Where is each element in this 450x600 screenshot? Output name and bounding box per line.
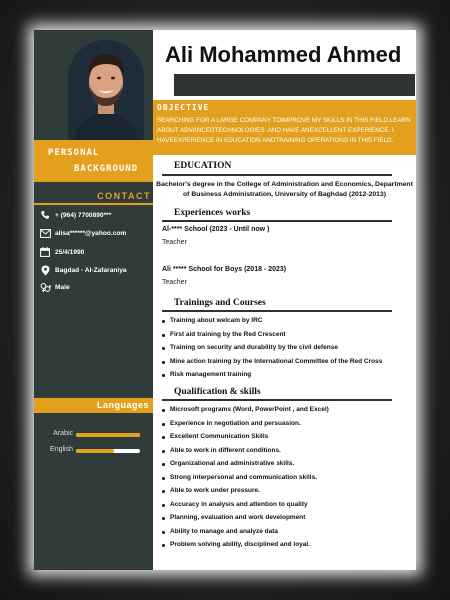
gender-icon: [39, 281, 51, 293]
list-item: Experience in negotiation and persuasion.: [160, 419, 329, 433]
skills-list: [160, 405, 329, 554]
contact-phone: [39, 208, 111, 222]
profile-photo: [68, 40, 144, 140]
languages-banner: [34, 398, 153, 413]
background-label: BACKGROUND: [74, 164, 139, 174]
language-level-track: [76, 433, 140, 437]
experience-divider: [162, 220, 392, 222]
list-item: Organizational and administrative skills.: [160, 459, 329, 473]
languages-title: Languages: [96, 400, 149, 410]
birthdate-text: 25/4/1990: [55, 248, 85, 256]
contact-gender: [39, 280, 70, 294]
phone-text: + (964) 7700890***: [55, 211, 112, 219]
list-item: Risk management training: [160, 370, 382, 384]
language-level-fill: [76, 449, 114, 453]
contact-address: [39, 263, 127, 277]
list-item: Strong interpersonal and communication skills.: [160, 473, 329, 487]
language-level-fill: [76, 433, 140, 437]
header-accent-bar: [174, 74, 415, 96]
list-item: First aid training by the Red Crescent: [160, 330, 382, 344]
language-english: [34, 446, 153, 456]
list-item: Planning, evaluation and work development: [160, 513, 329, 527]
objective-text: SEARCHING FOR A LARGE COMPANY TOIMPROVE MY SKILLS IN THIS FIELD.LEARN ABOUT ADVANCEDTECHNOLOGIES. AND HAVE ANEXCELLENT EXPERIENCE. I HAVEEXPERIENCE IN EDUCATION ANDTRAINING OPERATIONS IN THIS FIELD.: [157, 117, 411, 144]
education-title: EDUCATION: [174, 161, 232, 171]
language-name: Arabic: [53, 430, 73, 437]
language-level-track: [76, 449, 140, 453]
education-divider: [162, 174, 392, 176]
language-name: English: [50, 446, 73, 453]
sidebar: [34, 30, 153, 570]
trainings-divider: [162, 310, 392, 312]
objective-title: OBJECTIVE: [157, 103, 210, 112]
phone-icon: [39, 209, 51, 221]
calendar-icon: [39, 246, 51, 258]
list-item: Able to work under pressure.: [160, 486, 329, 500]
objective-section: [153, 100, 416, 155]
trainings-title: Trainings and Courses: [174, 298, 266, 308]
contact-divider: [34, 203, 153, 205]
experience-role: Teacher: [162, 239, 187, 246]
list-item: Excellent Communication Skills: [160, 432, 329, 446]
trainings-list: [160, 316, 382, 384]
contact-birthdate: [39, 245, 84, 259]
address-text: Bagdad - Al-Zafaraniya: [55, 266, 127, 274]
candidate-name: Ali Mohammed Ahmed: [165, 42, 402, 67]
list-item: Accuracy in analysis and attention to quality: [160, 500, 329, 514]
gender-text: Male: [55, 283, 70, 291]
experience-title: Experiences works: [174, 208, 251, 218]
skills-title: Qualification & skills: [174, 387, 261, 397]
list-item: Training about welcam by IRC: [160, 316, 382, 330]
experience-place: Al-**** School (2023 - Until now ): [162, 226, 270, 233]
contact-email: [39, 226, 126, 240]
personal-background-banner: [34, 140, 153, 182]
personal-label: PERSONAL: [48, 148, 100, 158]
list-item: Microsoft programs (Word, PowerPoint , and Excel): [160, 405, 329, 419]
experience-role: Teacher: [162, 279, 187, 286]
location-pin-icon: [39, 264, 51, 276]
list-item: Training on security and durability by the civil defense: [160, 343, 382, 357]
list-item: Ability to manage and analyze data: [160, 527, 329, 541]
list-item: Problem solving ability, disciplined and loyal.: [160, 540, 329, 554]
skills-divider: [162, 399, 392, 401]
language-arabic: [34, 430, 153, 440]
contact-title: CONTACT: [97, 191, 151, 201]
list-item: Mine action training by the International Committee of the Red Cross: [160, 357, 382, 371]
list-item: Able to work in different conditions.: [160, 446, 329, 460]
mail-icon: [39, 227, 51, 239]
resume-page: [34, 30, 416, 570]
education-text: Bachelor's degree in the College of Administration and Economics, Department of Business Administration, University of Baghdad (2012-2013): [156, 181, 413, 198]
experience-place: Ali ***** School for Boys (2018 - 2023): [162, 266, 287, 273]
email-text: alisa******@yahoo.com: [55, 229, 127, 237]
